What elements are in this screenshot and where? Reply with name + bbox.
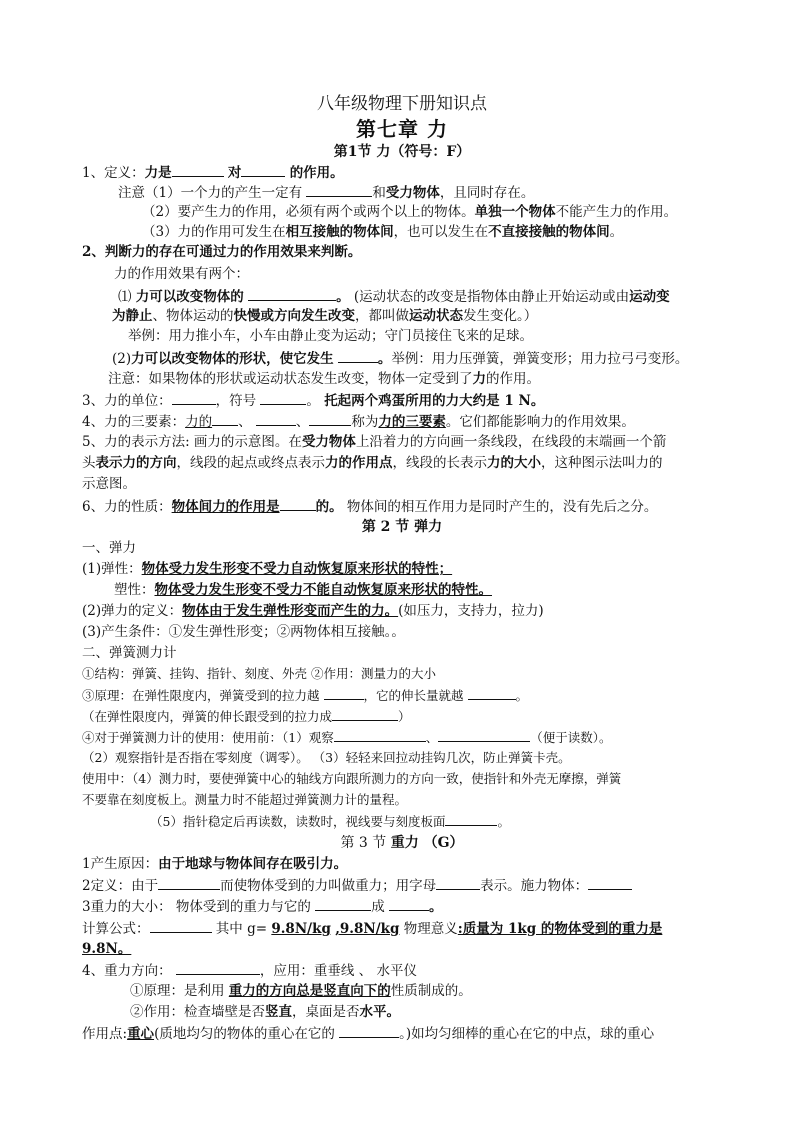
line-21: (2)弹力的定义：物体由于发生弹性形变而产生的力。(如压力，支持力，拉力): [82, 603, 544, 619]
section-3-heading: 第 3 节 重力 （G）: [340, 835, 464, 851]
line-29: 使用中：（4）测力时，要使弹簧中心的轴线方向跟所测力的方向一致，使指针和外壳无摩擦，弹簧: [82, 771, 622, 786]
line-22: (3)产生条件：①发生弹性形变；②两物体相互接触。。: [82, 624, 405, 640]
line-13: 4、力的三要素：力的 、 、 称为力的三要素。它们都能影响力的作用效果。: [82, 411, 722, 431]
line-28: （2）观察指针是否指在零刻度（调零）。 （3）轻轻来回拉动挂钩几次，防止弹簧卡壳。: [82, 750, 571, 765]
line-35: 计算公式： 其中 g= 9.8N/kg ,9.8N/kg 物理意义:质量为 1kg 的物体受到的重力是: [82, 918, 722, 938]
line-20: 塑性：物体受力发生形变不受力不能自动恢复原来形状的特性。: [114, 582, 492, 598]
line-38: ①原理：是利用 重力的方向总是竖直向下的性质制成的。: [130, 983, 472, 999]
line-4: （3）力的作用可发生在相互接触的物体间，也可以发生在不直接接触的物体间。: [142, 224, 624, 240]
line-30: 不要靠在刻度板上。测量力时不能超过弹簧测力计的量程。: [82, 792, 408, 807]
line-25: ③原理：在弹性限度内，弹簧受到的拉力越 ，它的伸长量就越 。: [82, 685, 722, 705]
line-6: 力的作用效果有两个：: [114, 266, 249, 282]
line-40: 作用点:重心(质地均匀的物体的重心在它的 。)如均匀细棒的重心在它的中点，球的重心: [82, 1023, 722, 1043]
line-9: 举例：用力推小车，小车由静止变为运动；守门员接住飞来的足球。: [128, 328, 533, 344]
line-23: 二、弹簧测力计: [82, 645, 177, 661]
line-14: 5、力的表示方法: 画力的示意图。在受力物体上沿着力的方向画一条线段，在线段的末端画一个箭: [82, 434, 667, 450]
line-39: ②作用：检查墙壁是否竖直，桌面是否水平。: [130, 1004, 400, 1020]
line-11: 注意：如果物体的形状或运动状态发生改变，物体一定受到了力的作用。: [108, 371, 540, 387]
line-37: 4、重力方向： ，应用：重垂线 、 水平仪: [82, 960, 722, 980]
line-2: 注意（1）一个力的产生一定有 和受力物体，且同时存在。: [118, 182, 758, 202]
line-36: 9.8N。: [82, 941, 132, 957]
line-33: 2定义：由于 而使物体受到的力叫做重力；用字母 表示。施力物体：: [82, 875, 722, 895]
line-26: （在弹性限度内，弹簧的伸长跟受到的拉力成 ）: [82, 706, 722, 726]
line-34: 3重力的大小： 物体受到的重力与它的 成 。: [82, 896, 722, 916]
line-8: 为静止、物体运动的快慢或方向发生改变，都叫做运动状态发生变化。）: [112, 308, 538, 324]
line-16: 示意图。: [82, 476, 136, 492]
line-27: ④对于弹簧测力计的使用：使用前：（1）观察 、 （便于读数）。: [82, 727, 722, 747]
line-1: 1、定义：力是 对 的作用。: [82, 162, 722, 182]
line-12: 3、力的单位： ，符号 。 托起两个鸡蛋所用的力大约是 1 N。: [82, 390, 722, 410]
line-15: 头表示力的方向，线段的起点或终点表示力的作用点，线段的长表示力的大小，这种图示法叫力的: [82, 455, 663, 471]
line-10: (2)力可以改变物体的形状，使它发生 。举例：用力压弹簧，弹簧变形；用力拉弓弓变形。: [112, 348, 752, 368]
line-19: (1)弹性：物体受力发生形变不受力自动恢复原来形状的特性；: [82, 561, 453, 577]
line-7: ⑴ 力可以改变物体的 。 (运动状态的改变是指物体由静止开始运动或由运动变: [118, 286, 758, 306]
line-24: ①结构：弹簧、挂钩、指针、刻度、外壳 ②作用：测量力的大小: [82, 666, 436, 681]
line-3: （2）要产生力的作用，必须有两个或两个以上的物体。单独一个物体不能产生力的作用。: [142, 204, 678, 220]
document-title: 八年级物理下册知识点: [317, 94, 487, 114]
chapter-heading: 第七章 力: [356, 117, 448, 141]
line-5: 2、判断力的存在可通过力的作用效果来判断。: [82, 244, 362, 260]
line-18: 一、弹力: [82, 540, 136, 556]
line-17: 6、力的性质：物体间力的作用是 的。 物体间的相互作用力是同时产生的，没有先后之分。: [82, 496, 722, 516]
line-32: 1产生原因：由于地球与物体间存在吸引力。: [82, 856, 348, 872]
line-31: （5）指针稳定后再读数，读数时，视线要与刻度板面 。: [150, 811, 790, 831]
section-2-heading: 第 2 节 弹力: [361, 519, 443, 535]
section-1-heading: 第1节 力（符号：F）: [333, 144, 471, 160]
